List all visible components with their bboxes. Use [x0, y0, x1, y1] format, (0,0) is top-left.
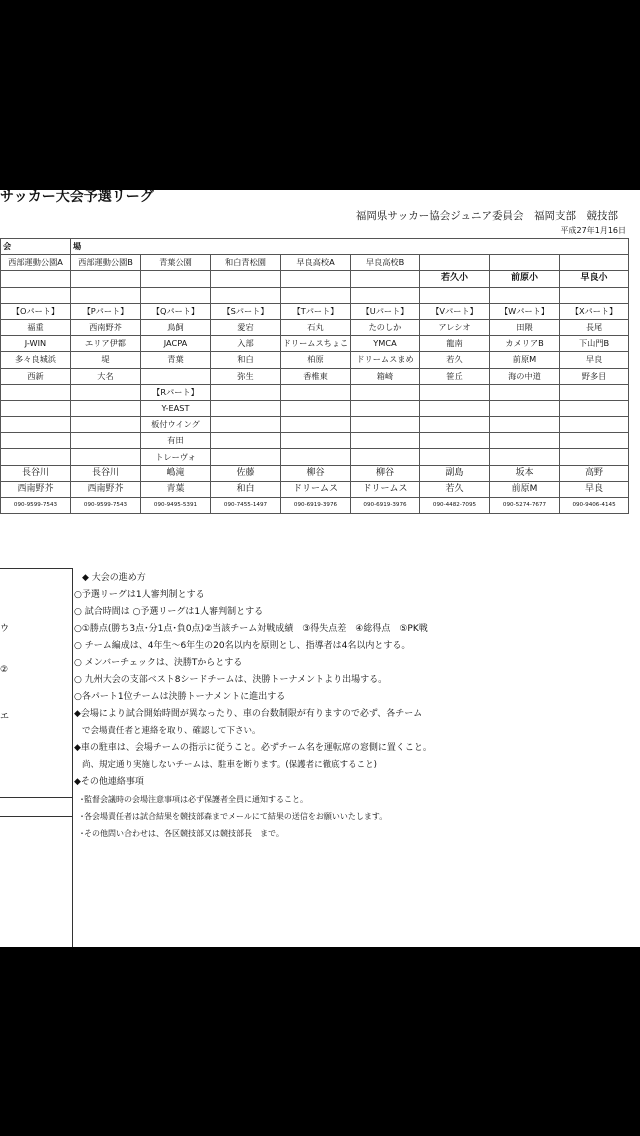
- manager-team: 前原M: [490, 481, 560, 497]
- rule-line: ○ メンバーチェックは、決勝Tからとする: [74, 658, 243, 668]
- team-cell: 石丸: [281, 319, 351, 335]
- team-cell: 若久: [420, 352, 490, 368]
- table-cell: [420, 384, 490, 400]
- table-cell: [490, 433, 560, 449]
- rule-line: ･各会場責任者は試合結果を競技部森までメールにて結果の送信をお願いいたします。: [80, 812, 388, 821]
- team-cell: 青葉: [141, 352, 211, 368]
- table-cell: [560, 287, 629, 303]
- team-cell: Y-EAST: [141, 400, 211, 416]
- part-label: 【Wパート】: [490, 303, 560, 319]
- table-row: [1, 336, 629, 352]
- team-cell: 田隈: [490, 319, 560, 335]
- team-cell: 下山門B: [560, 336, 629, 352]
- team-cell: エリア伊都: [71, 336, 141, 352]
- manager-name: 高野: [560, 465, 629, 481]
- rule-line: ◆車の駐車は、会場チームの指示に従うこと。必ずチーム名を運転席の窓側に置くこと。: [74, 743, 432, 753]
- venue-cell: 若久小: [420, 271, 490, 287]
- rule-line: ○各パート1位チームは決勝トーナメントに進出する: [74, 692, 286, 702]
- table-cell: [351, 400, 420, 416]
- table-row: [1, 255, 629, 271]
- venue-cell: [211, 271, 281, 287]
- table-cell: [71, 417, 141, 433]
- phone-number: 090-6919-3976: [351, 498, 420, 514]
- manager-team: 西南野芥: [71, 481, 141, 497]
- team-cell: 柏原: [281, 352, 351, 368]
- manager-team: ドリームス: [281, 481, 351, 497]
- left-panel-char: ②: [0, 665, 9, 675]
- table-cell: [1, 417, 71, 433]
- divider: [0, 797, 72, 798]
- table-row: [1, 449, 629, 465]
- table-cell: [490, 400, 560, 416]
- team-cell: 入部: [211, 336, 281, 352]
- venue-cell: [351, 271, 420, 287]
- venue-header: 場: [71, 239, 629, 255]
- document-page: [0, 190, 640, 947]
- team-cell: 多々良城浜: [1, 352, 71, 368]
- team-cell: 龍南: [420, 336, 490, 352]
- team-cell: 香椎東: [281, 368, 351, 384]
- manager-name: 長谷川: [71, 465, 141, 481]
- table-row: [1, 465, 629, 481]
- manager-name: 佐藤: [211, 465, 281, 481]
- table-cell: [490, 417, 560, 433]
- table-cell: [420, 417, 490, 433]
- table-cell: [211, 400, 281, 416]
- manager-name: 柳谷: [351, 465, 420, 481]
- manager-team: 早良: [560, 481, 629, 497]
- table-cell: [351, 433, 420, 449]
- table-cell: [420, 400, 490, 416]
- table-cell: [211, 417, 281, 433]
- table-row: [1, 239, 629, 255]
- rule-line: で会場責任者と連絡を取り、確認して下さい。: [82, 726, 261, 736]
- table-cell: [351, 417, 420, 433]
- manager-name: 柳谷: [281, 465, 351, 481]
- table-cell: [490, 449, 560, 465]
- phone-number: 090-6919-3976: [281, 498, 351, 514]
- table-cell: [211, 449, 281, 465]
- team-cell: [141, 368, 211, 384]
- rule-line: ○予選リーグは1人審判制とする: [74, 590, 205, 600]
- table-cell: [420, 433, 490, 449]
- table-cell: [281, 449, 351, 465]
- part-label: 【Qパート】: [141, 303, 211, 319]
- rule-line: ･監督会議時の会場注意事項は必ず保護者全員に通知すること。: [80, 795, 308, 804]
- part-label: 【Xパート】: [560, 303, 629, 319]
- team-cell: 野多目: [560, 368, 629, 384]
- table-row: [1, 481, 629, 497]
- table-cell: [560, 433, 629, 449]
- team-cell: JACPA: [141, 336, 211, 352]
- team-cell: 笹丘: [420, 368, 490, 384]
- table-row: [1, 271, 629, 287]
- venue-cell: [71, 271, 141, 287]
- manager-name: 長谷川: [1, 465, 71, 481]
- left-panel-char: エ: [0, 712, 10, 722]
- phone-number: 090-7455-1497: [211, 498, 281, 514]
- organization: 福岡県サッカー協会ジュニア委員会 福岡支部 競技部: [355, 210, 618, 222]
- rule-line: 尚、規定通り実施しないチームは、駐車を断ります。(保護者に徹底すること): [82, 760, 377, 770]
- team-cell: 弥生: [211, 368, 281, 384]
- venue-cell: 西部運動公園B: [71, 255, 141, 271]
- table-cell: [351, 384, 420, 400]
- venue-cell: 西部運動公園A: [1, 255, 71, 271]
- table-cell: [351, 287, 420, 303]
- venue-cell: [490, 255, 560, 271]
- team-cell: 箱崎: [351, 368, 420, 384]
- table-row: [1, 287, 629, 303]
- table-cell: [1, 400, 71, 416]
- team-cell: YMCA: [351, 336, 420, 352]
- team-cell: 早良: [560, 352, 629, 368]
- table-cell: [211, 287, 281, 303]
- table-cell: [490, 384, 560, 400]
- manager-team: 若久: [420, 481, 490, 497]
- venue-cell: 早良小: [560, 271, 629, 287]
- manager-name: 副島: [420, 465, 490, 481]
- part-label: 【Uパート】: [351, 303, 420, 319]
- manager-team: 青葉: [141, 481, 211, 497]
- table-cell: [71, 433, 141, 449]
- table-row: [1, 368, 629, 384]
- schedule-table: [0, 238, 629, 514]
- table-row: [1, 498, 629, 514]
- table-cell: [490, 287, 560, 303]
- table-cell: [1, 433, 71, 449]
- team-cell: 海の中道: [490, 368, 560, 384]
- phone-number: 090-9599-7543: [71, 498, 141, 514]
- table-cell: [420, 287, 490, 303]
- table-row: [1, 384, 629, 400]
- divider: [0, 816, 72, 817]
- venue-cell: [1, 271, 71, 287]
- rule-line: ○ チーム編成は、4年生～6年生の20名以内を原則とし、指導者は4名以内とする。: [74, 641, 411, 651]
- team-cell: 愛宕: [211, 319, 281, 335]
- table-cell: [211, 433, 281, 449]
- phone-number: 090-9599-7543: [1, 498, 71, 514]
- phone-number: 090-5274-7677: [490, 498, 560, 514]
- table-cell: [211, 384, 281, 400]
- table-row: [1, 303, 629, 319]
- table-cell: [281, 384, 351, 400]
- team-cell: 板付ウイング: [141, 417, 211, 433]
- rule-line: ◆その他連絡事項: [74, 777, 144, 787]
- table-row: [1, 400, 629, 416]
- rule-line: ･その他問い合わせは、各区競技部又は競技部長 まで。: [80, 829, 284, 838]
- team-cell: たのしか: [351, 319, 420, 335]
- venue-cell: [141, 271, 211, 287]
- rule-line: ◆会場により試合開始時間が異なったり、車の台数制限が有りますので必ず、各チーム: [74, 709, 423, 719]
- table-row: [1, 433, 629, 449]
- document-title: サッカー大会予選リーグ: [0, 190, 154, 205]
- rules-section: [74, 570, 634, 842]
- table-cell: [281, 287, 351, 303]
- phone-number: 090-4482-7095: [420, 498, 490, 514]
- venue-cell: 早良高校A: [281, 255, 351, 271]
- phone-number: 090-9495-5391: [141, 498, 211, 514]
- rule-line: ○ 試合時間は ○予選リーグは1人審判制とする: [74, 607, 264, 617]
- team-cell: 前原M: [490, 352, 560, 368]
- phone-number: 090-9406-4145: [560, 498, 629, 514]
- table-cell: [71, 384, 141, 400]
- table-cell: [1, 449, 71, 465]
- table-cell: [1, 384, 71, 400]
- team-cell: 西新: [1, 368, 71, 384]
- table-row: [1, 352, 629, 368]
- table-cell: [281, 417, 351, 433]
- table-cell: [71, 449, 141, 465]
- part-label: 【Oパート】: [1, 303, 71, 319]
- team-cell: J-WIN: [1, 336, 71, 352]
- team-cell: 和白: [211, 352, 281, 368]
- team-cell: カメリアB: [490, 336, 560, 352]
- table-cell: [560, 400, 629, 416]
- venue-cell: 青葉公園: [141, 255, 211, 271]
- manager-team: ドリームス: [351, 481, 420, 497]
- part-label: 【Pパート】: [71, 303, 141, 319]
- left-panel: [0, 568, 73, 947]
- document-date: 平成27年1月16日: [560, 226, 626, 235]
- rule-line: ○ 九州大会の支部ベスト8シードチームは、決勝トーナメントより出場する。: [74, 675, 388, 685]
- venue-cell: [420, 255, 490, 271]
- table-cell: [560, 449, 629, 465]
- team-cell: 鳥飼: [141, 319, 211, 335]
- team-cell: トレーヴォ: [141, 449, 211, 465]
- team-cell: ドリームスちょこ: [281, 336, 351, 352]
- table-cell: [420, 449, 490, 465]
- team-cell: 長尾: [560, 319, 629, 335]
- team-cell: アレシオ: [420, 319, 490, 335]
- team-cell: 有田: [141, 433, 211, 449]
- venue-cell: [281, 271, 351, 287]
- part-label: 【Tパート】: [281, 303, 351, 319]
- manager-name: 嶋滝: [141, 465, 211, 481]
- table-cell: [351, 449, 420, 465]
- rule-line: ◆ 大会の進め方: [82, 573, 146, 583]
- table-cell: [281, 400, 351, 416]
- manager-team: 和白: [211, 481, 281, 497]
- table-cell: [560, 417, 629, 433]
- venue-cell: 和白青松園: [211, 255, 281, 271]
- team-cell: 堤: [71, 352, 141, 368]
- venue-cell: 早良高校B: [351, 255, 420, 271]
- venue-cell: [560, 255, 629, 271]
- table-cell: [71, 400, 141, 416]
- team-cell: ドリームスまめ: [351, 352, 420, 368]
- team-cell: 福重: [1, 319, 71, 335]
- part-label: 【Vパート】: [420, 303, 490, 319]
- venue-header-label: 会: [1, 239, 71, 255]
- part-label: 【Rパート】: [141, 384, 211, 400]
- team-cell: 大名: [71, 368, 141, 384]
- rule-line: ○①勝点(勝ち3点･分1点･負0点)②当該チーム対戦成績 ③得失点差 ④総得点 ⑤PK戦: [74, 624, 428, 634]
- manager-team: 西南野芥: [1, 481, 71, 497]
- team-cell: 西南野芥: [71, 319, 141, 335]
- table-cell: [1, 287, 71, 303]
- table-row: [1, 417, 629, 433]
- table-cell: [281, 433, 351, 449]
- table-cell: [141, 287, 211, 303]
- part-label: 【Sパート】: [211, 303, 281, 319]
- venue-cell: 前原小: [490, 271, 560, 287]
- manager-name: 坂本: [490, 465, 560, 481]
- table-cell: [71, 287, 141, 303]
- left-panel-char: ウ: [0, 624, 10, 634]
- table-cell: [560, 384, 629, 400]
- table-row: [1, 319, 629, 335]
